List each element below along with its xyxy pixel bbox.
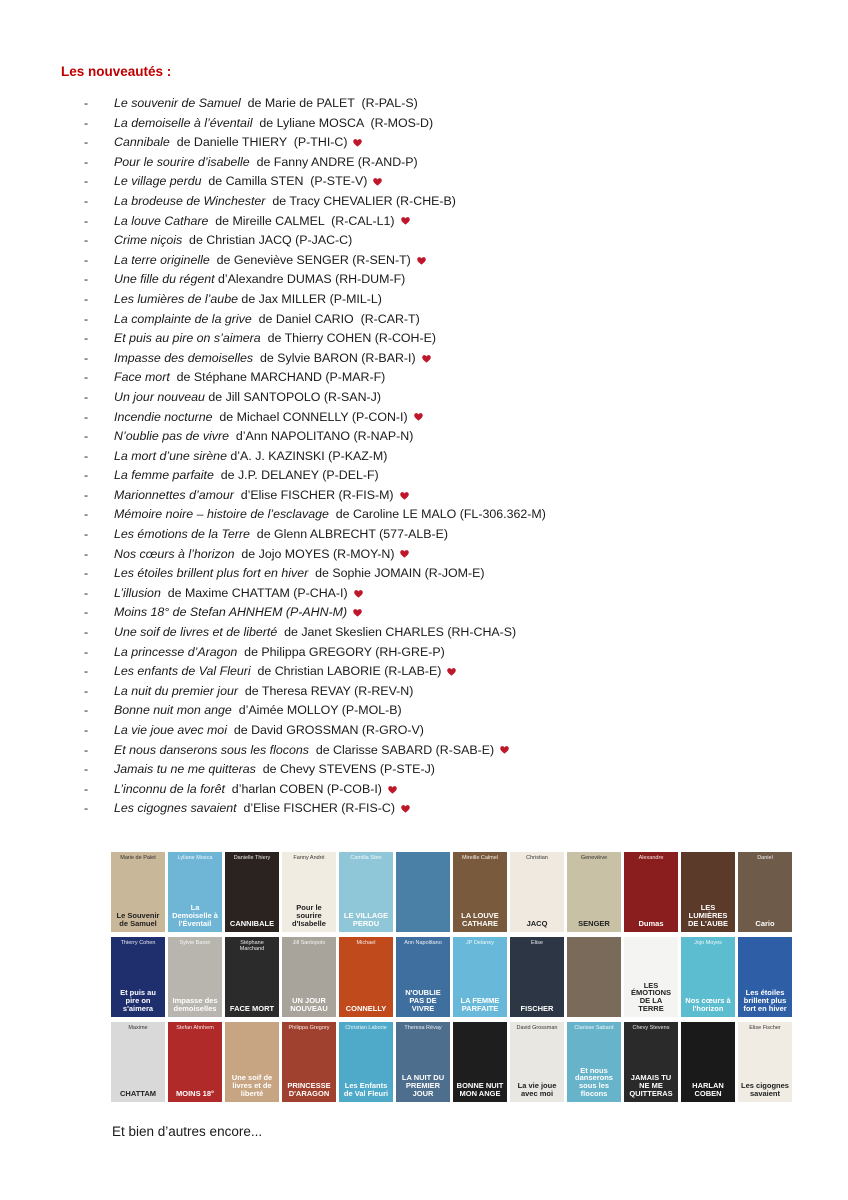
book-list-item	[84, 623, 546, 643]
book-author-and-code: de Christian LABORIE (R-LAB-E)	[250, 664, 442, 679]
book-cover	[339, 937, 393, 1017]
cover-title: Et puis au pire on s'aimera	[120, 988, 156, 1014]
list-dash: -	[84, 96, 89, 110]
book-list-item	[84, 94, 546, 114]
cover-title: CANNIBALE	[229, 919, 275, 929]
book-list-item	[84, 270, 546, 290]
list-dash: -	[84, 331, 89, 346]
cover-author: Fanny André	[293, 855, 325, 861]
book-title: La louve Cathare	[114, 213, 209, 228]
list-dash: -	[84, 546, 89, 561]
heart-icon	[414, 413, 423, 421]
book-title: L’illusion	[114, 585, 161, 600]
heart-icon	[422, 355, 431, 363]
cover-author: Marie de Palet	[120, 855, 156, 861]
book-title: Mémoire noire – histoire de l’esclavage	[114, 507, 329, 522]
list-dash: -	[84, 781, 89, 796]
list-dash: -	[84, 291, 89, 306]
book-author-and-code: de Thierry COHEN (R-COH-E)	[260, 331, 437, 346]
book-title: Et puis au pire on s’aimera	[114, 331, 261, 346]
list-dash: -	[84, 585, 89, 600]
book-author-and-code: d’Aimée MOLLOY (P-MOL-B)	[231, 703, 402, 718]
book-author-and-code: d’Ann NAPOLITANO (R-NAP-N)	[229, 429, 414, 444]
book-cover	[225, 937, 279, 1017]
book-list-item	[84, 603, 546, 623]
book-title: Une fille du régent	[114, 272, 215, 287]
book-cover	[396, 852, 450, 932]
book-list-item	[84, 760, 546, 780]
book-title: L’inconnu de la forêt	[114, 781, 225, 796]
book-author-and-code: de Sophie JOMAIN (R-JOM-E)	[308, 566, 485, 581]
book-list-item	[84, 388, 546, 408]
cover-author: Mireille Calmel	[461, 855, 499, 861]
book-cover	[168, 937, 222, 1017]
book-list-item	[84, 349, 546, 369]
book-title: Moins 18° de Stefan AHNHEM (P-AHN-M)	[114, 605, 348, 620]
cover-title: Les cigognes savaient	[741, 1081, 789, 1099]
list-dash: -	[84, 683, 89, 698]
book-title: Marionnettes d’amour	[114, 487, 234, 502]
book-list-item	[84, 368, 546, 388]
cover-author: Stefan Ahnhem	[176, 1025, 214, 1031]
book-cover	[168, 1022, 222, 1102]
book-cover	[396, 937, 450, 1017]
cover-title: CHATTAM	[120, 1089, 156, 1099]
cover-author: Geneviève	[580, 855, 608, 861]
book-author-and-code: de Daniel CARIO (R-CAR-T)	[251, 311, 420, 326]
cover-author: Alexandre	[638, 855, 664, 861]
list-dash: -	[84, 350, 89, 365]
book-title: La femme parfaite	[114, 468, 214, 483]
list-dash: -	[84, 664, 89, 679]
cover-title: LE VILLAGE PERDU	[343, 911, 389, 929]
list-dash: -	[84, 174, 89, 189]
list-dash: -	[84, 566, 89, 581]
cover-title: Cario	[755, 919, 775, 929]
list-dash: -	[84, 389, 89, 404]
book-list-item	[84, 799, 546, 819]
book-title: Les lumières de l’aube	[114, 291, 238, 306]
book-list-item	[84, 251, 546, 271]
book-title: Bonne nuit mon ange	[114, 703, 232, 718]
book-list-item	[84, 505, 546, 525]
list-dash: -	[84, 311, 89, 326]
book-author-and-code: de Danielle THIERY (P-THI-C)	[169, 135, 348, 150]
book-author-and-code: de Camilla STEN (P-STE-V)	[201, 174, 368, 189]
book-cover	[624, 852, 678, 932]
book-list-item	[84, 290, 546, 310]
book-list-item	[84, 172, 546, 192]
cover-title: JACQ	[526, 919, 548, 929]
heart-icon	[447, 668, 456, 676]
book-title: La brodeuse de Winchester	[114, 193, 266, 208]
list-dash: -	[84, 644, 89, 659]
cover-title: LES LUMIÈRES DE L'AUBE	[687, 903, 729, 929]
book-title: Crime niçois	[114, 233, 183, 248]
cover-title: Impasse des demoiselles	[172, 996, 218, 1014]
cover-title: Nos cœurs à l'horizon	[685, 996, 731, 1014]
new-books-list	[84, 94, 546, 819]
book-author-and-code: de Glenn ALBRECHT (577-ALB-E)	[249, 527, 449, 542]
list-dash: -	[84, 409, 89, 424]
book-title: La demoiselle à l’éventail	[114, 115, 253, 130]
list-dash: -	[84, 703, 89, 718]
book-cover	[453, 852, 507, 932]
book-covers-grid	[111, 852, 795, 1102]
cover-title: CONNELLY	[345, 1004, 387, 1014]
book-title: Nos cœurs à l’horizon	[114, 546, 235, 561]
book-list-item	[84, 584, 546, 604]
cover-title: FISCHER	[520, 1004, 554, 1014]
cover-author: Christian	[526, 855, 548, 861]
book-cover	[339, 1022, 393, 1102]
book-author-and-code: d’A. J. KAZINSKI (P-KAZ-M)	[226, 448, 388, 463]
book-author-and-code: de Chevy STEVENS (P-STE-J)	[255, 762, 435, 777]
cover-author: Camilla Sten	[350, 855, 382, 861]
book-author-and-code: de Lyliane MOSCA (R-MOS-D)	[252, 115, 434, 130]
heart-icon	[417, 257, 426, 265]
book-title: La princesse d’Aragon	[114, 644, 238, 659]
cover-author: Christian Laborie	[345, 1025, 387, 1031]
list-dash: -	[84, 252, 89, 267]
book-cover	[282, 937, 336, 1017]
cover-title: Le Souvenir de Samuel	[116, 911, 160, 929]
heart-icon	[401, 805, 410, 813]
list-dash: -	[84, 723, 89, 737]
book-cover	[396, 1022, 450, 1102]
book-list-item	[84, 643, 546, 663]
book-cover	[567, 937, 621, 1017]
list-dash: -	[84, 762, 89, 777]
book-title: Les étoiles brillent plus fort en hiver	[114, 566, 309, 581]
list-dash: -	[84, 135, 89, 150]
list-dash: -	[84, 801, 89, 816]
cover-title: Pour le sourire d'Isabelle	[292, 903, 326, 929]
book-author-and-code: de Mireille CALMEL (R-CAL-L1)	[208, 213, 395, 228]
list-dash: -	[84, 272, 89, 287]
book-author-and-code: d’Elise FISCHER (R-FIS-C)	[236, 801, 395, 816]
book-author-and-code: de Clarisse SABARD (R-SAB-E)	[308, 742, 495, 757]
cover-title: BONNE NUIT MON ANGE	[456, 1081, 504, 1099]
cover-author: Lyliane Mosca	[177, 855, 213, 861]
cover-title: Et nous danserons sous les flocons	[575, 1065, 613, 1099]
book-cover	[510, 1022, 564, 1102]
heart-icon	[354, 590, 363, 598]
book-list-item	[84, 329, 546, 349]
book-cover	[567, 1022, 621, 1102]
cover-title: SENGER	[578, 919, 610, 929]
cover-author: Ann Napolitano	[404, 940, 442, 946]
book-author-and-code: de Sylvie BARON (R-BAR-I)	[253, 350, 416, 365]
list-dash: -	[84, 213, 89, 228]
book-list-item	[84, 525, 546, 545]
list-dash: -	[84, 448, 89, 463]
book-author-and-code: de Philippa GREGORY (RH-GRE-P)	[237, 644, 445, 659]
book-list-item	[84, 701, 546, 721]
book-author-and-code: de Geneviève SENGER (R-SEN-T)	[209, 252, 411, 267]
book-cover	[738, 852, 792, 932]
heart-icon	[353, 139, 362, 147]
book-cover	[339, 852, 393, 932]
book-cover	[624, 937, 678, 1017]
book-list-item	[84, 466, 546, 486]
cover-title: MOINS 18°	[175, 1089, 214, 1099]
book-title: Les émotions de la Terre	[114, 527, 250, 542]
book-author-and-code: de Stéphane MARCHAND (P-MAR-F)	[169, 370, 386, 385]
list-dash: -	[84, 527, 89, 542]
cover-title: Les Enfants de Val Fleuri	[343, 1081, 389, 1099]
page-heading: Les nouveautés :	[61, 64, 172, 79]
book-author-and-code: de Christian JACQ (P-JAC-C)	[182, 233, 353, 248]
cover-title: Les étoiles brillent plus fort en hiver	[743, 988, 787, 1014]
book-list-item	[84, 545, 546, 565]
book-title: Face mort	[114, 370, 170, 385]
book-title: La complainte de la grive	[114, 311, 252, 326]
book-title: Le souvenir de Samuel	[114, 96, 241, 110]
cover-title: Dumas	[638, 919, 664, 929]
book-list-item	[84, 780, 546, 800]
heart-icon	[400, 550, 409, 558]
cover-title: LA FEMME PARFAITE	[460, 996, 500, 1014]
book-cover	[282, 1022, 336, 1102]
heart-icon	[401, 217, 410, 225]
book-author-and-code: de Marie de PALET (R-PAL-S)	[240, 96, 418, 110]
book-title: Le village perdu	[114, 174, 202, 189]
book-author-and-code: de J.P. DELANEY (P-DEL-F)	[213, 468, 379, 483]
book-title: Jamais tu ne me quitteras	[114, 762, 256, 777]
book-title: N’oublie pas de vivre	[114, 429, 230, 444]
book-author-and-code: d’harlan COBEN (P-COB-I)	[224, 781, 382, 796]
heart-icon	[388, 786, 397, 794]
book-cover	[624, 1022, 678, 1102]
book-cover	[168, 852, 222, 932]
heart-icon	[373, 178, 382, 186]
book-author-and-code: de Jill SANTOPOLO (R-SAN-J)	[204, 389, 381, 404]
book-list-item	[84, 114, 546, 134]
book-cover	[282, 852, 336, 932]
book-list-item	[84, 212, 546, 232]
book-cover	[111, 1022, 165, 1102]
book-author-and-code: de Caroline LE MALO (FL-306.362-M)	[328, 507, 546, 522]
cover-title: LA LOUVE CATHARE	[461, 911, 499, 929]
cover-author: David Grossman	[516, 1025, 558, 1031]
book-author-and-code: d’Elise FISCHER (R-FIS-M)	[233, 487, 394, 502]
book-cover	[453, 937, 507, 1017]
book-author-and-code: de Tracy CHEVALIER (R-CHE-B)	[265, 193, 456, 208]
cover-title: LA NUIT DU PREMIER JOUR	[401, 1073, 445, 1099]
book-title: Incendie nocturne	[114, 409, 213, 424]
list-dash: -	[84, 233, 89, 248]
list-dash: -	[84, 468, 89, 483]
book-list-item	[84, 153, 546, 173]
book-list-item	[84, 662, 546, 682]
book-title: Pour le sourire d’isabelle	[114, 154, 250, 169]
book-list-item	[84, 133, 546, 153]
cover-title: FACE MORT	[229, 1004, 275, 1014]
book-cover	[567, 852, 621, 932]
cover-author: Clarisse Sabard	[574, 1025, 614, 1031]
list-dash: -	[84, 429, 89, 444]
cover-author: Jojo Moyes	[694, 940, 722, 946]
book-author-and-code: de Maxime CHATTAM (P-CHA-I)	[160, 585, 348, 600]
book-author-and-code: de Jojo MOYES (R-MOY-N)	[234, 546, 395, 561]
book-cover	[738, 937, 792, 1017]
cover-author: Jill Santopolo	[292, 940, 326, 946]
book-title: La mort d’une sirène	[114, 448, 227, 463]
book-list-item	[84, 564, 546, 584]
cover-author: Elise Fischer	[749, 1025, 781, 1031]
cover-title: LES ÉMOTIONS DE LA TERRE	[630, 980, 671, 1014]
book-title: Et nous danserons sous les flocons	[114, 742, 309, 757]
cover-author: Daniel	[757, 855, 773, 861]
book-cover	[510, 937, 564, 1017]
book-cover	[510, 852, 564, 932]
book-cover	[225, 1022, 279, 1102]
book-author-and-code: de Janet Skeslien CHARLES (RH-CHA-S)	[277, 625, 517, 640]
heart-icon	[353, 609, 362, 617]
book-title: Les enfants de Val Fleuri	[114, 664, 251, 679]
list-dash: -	[84, 193, 89, 208]
book-cover	[111, 937, 165, 1017]
cover-title: PRINCESSE D'ARAGON	[287, 1081, 331, 1099]
book-list-item	[84, 741, 546, 761]
cover-title: N'OUBLIE PAS DE VIVRE	[405, 988, 441, 1014]
book-author-and-code: de Jax MILLER (P-MIL-L)	[237, 291, 382, 306]
book-list-item	[84, 682, 546, 702]
cover-author: Danielle Thiery	[233, 855, 271, 861]
cover-author: Elise	[531, 940, 543, 946]
list-dash: -	[84, 115, 89, 130]
list-dash: -	[84, 507, 89, 522]
book-author-and-code: de David GROSSMAN (R-GRO-V)	[226, 723, 424, 737]
list-dash: -	[84, 487, 89, 502]
book-title: Cannibale	[114, 135, 170, 150]
book-cover	[681, 1022, 735, 1102]
cover-author: Philippa Gregory	[288, 1025, 330, 1031]
book-list-item	[84, 427, 546, 447]
cover-title: UN JOUR NOUVEAU	[290, 996, 328, 1014]
book-title: La vie joue avec moi	[114, 723, 227, 737]
book-list-item	[84, 192, 546, 212]
book-author-and-code: de Theresa REVAY (R-REV-N)	[237, 683, 414, 698]
cover-author: Thierry Cohen	[120, 940, 156, 946]
cover-author: Stéphane Marchand	[239, 940, 265, 952]
heart-icon	[500, 746, 509, 754]
cover-author: Theresa Révay	[404, 1025, 442, 1031]
list-dash: -	[84, 742, 89, 757]
cover-title: La Demoiselle à l'Éventail	[172, 903, 218, 929]
list-dash: -	[84, 605, 89, 620]
book-cover	[225, 852, 279, 932]
cover-title: Une soif de livres et de liberté	[231, 1073, 273, 1099]
book-title: Une soif de livres et de liberté	[114, 625, 278, 640]
book-author-and-code: de Fanny ANDRE (R-AND-P)	[249, 154, 418, 169]
cover-author: Chevy Stevens	[632, 1025, 670, 1031]
list-dash: -	[84, 370, 89, 385]
book-title: Impasse des demoiselles	[114, 350, 254, 365]
cover-title: HARLAN COBEN	[692, 1081, 724, 1099]
cover-author: Michael	[356, 940, 376, 946]
book-cover	[681, 852, 735, 932]
cover-author: Maxime	[128, 1025, 148, 1031]
book-title: La nuit du premier jour	[114, 683, 238, 698]
cover-title: La vie joue avec moi	[517, 1081, 557, 1099]
book-title: La terre originelle	[114, 252, 210, 267]
book-title: Un jour nouveau	[114, 389, 205, 404]
list-dash: -	[84, 625, 89, 640]
book-list-item	[84, 721, 546, 741]
book-author-and-code: de Michael CONNELLY (P-CON-I)	[212, 409, 408, 424]
book-list-item	[84, 447, 546, 467]
book-cover	[738, 1022, 792, 1102]
book-cover	[681, 937, 735, 1017]
book-list-item	[84, 408, 546, 428]
footer-text: Et bien d’autres encore...	[112, 1124, 263, 1139]
book-title: Les cigognes savaient	[114, 801, 237, 816]
book-list-item	[84, 231, 546, 251]
book-list-item	[84, 310, 546, 330]
book-author-and-code: d’Alexandre DUMAS (RH-DUM-F)	[214, 272, 406, 287]
cover-title: JAMAIS TU NE ME QUITTERAS	[629, 1073, 673, 1099]
book-cover	[111, 852, 165, 932]
book-list-item	[84, 486, 546, 506]
cover-author: Sylvie Baron	[179, 940, 211, 946]
book-cover	[453, 1022, 507, 1102]
heart-icon	[400, 492, 409, 500]
cover-author: JP Delaney	[465, 940, 495, 946]
list-dash: -	[84, 154, 89, 169]
